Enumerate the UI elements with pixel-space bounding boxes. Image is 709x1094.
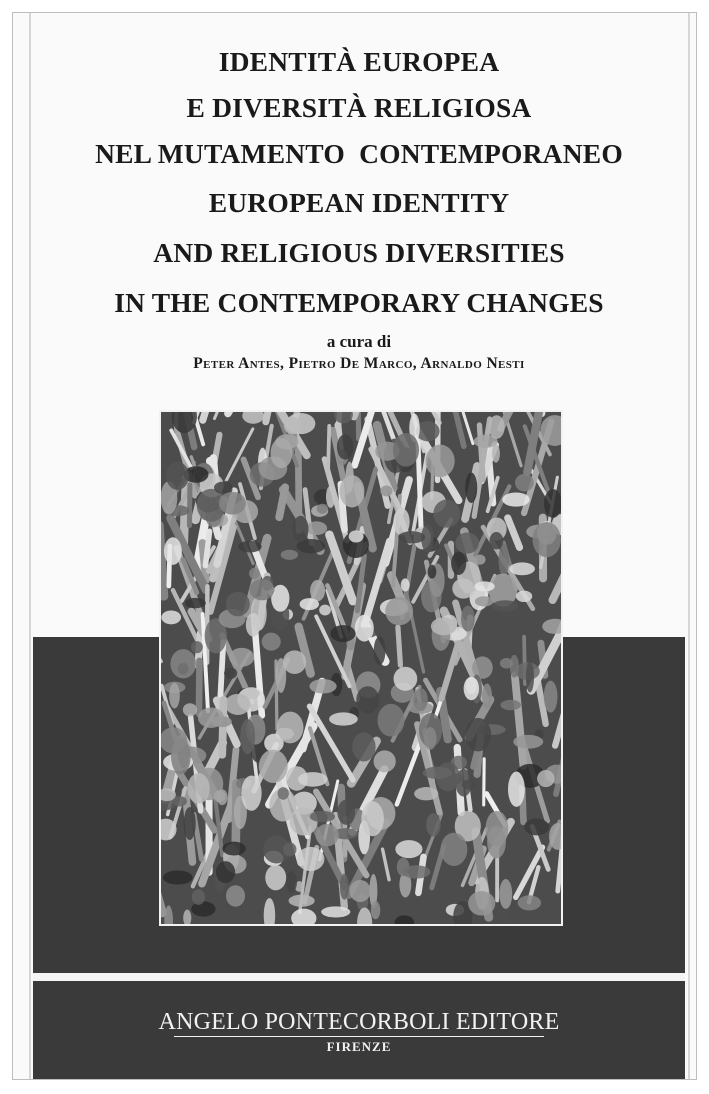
curators-names: Peter Antes, Pietro De Marco, Arnaldo Nesti — [193, 355, 525, 372]
publisher-underline — [174, 1036, 544, 1037]
title-italian-line-3: NEL MUTAMENTO CONTEMPORANEO — [95, 138, 623, 169]
publisher-name: ANGELO PONTECORBOLI EDITORE — [158, 1009, 560, 1035]
curators-label: a cura di — [326, 332, 392, 351]
white-stripe — [33, 973, 685, 981]
title-english-line-2: AND RELIGIOUS DIVERSITIES — [153, 237, 565, 268]
book-cover — [12, 12, 697, 1080]
cover-frame-left — [29, 13, 31, 1080]
title-italian-line-2: E DIVERSITÀ RELIGIOSA — [186, 92, 532, 123]
title-english-line-1: EUROPEAN IDENTITY — [208, 187, 510, 218]
cover-frame-right — [688, 13, 690, 1080]
crowd-raised-hands-photo — [159, 410, 563, 926]
publisher-block — [33, 1009, 685, 1055]
title-block — [33, 39, 685, 375]
title-english-line-3: IN THE CONTEMPORARY CHANGES — [114, 287, 604, 318]
crowd-photo-image — [161, 412, 561, 924]
publisher-city: FIRENZE — [326, 1039, 392, 1054]
title-italian-line-1: IDENTITÀ EUROPEA — [218, 46, 500, 77]
